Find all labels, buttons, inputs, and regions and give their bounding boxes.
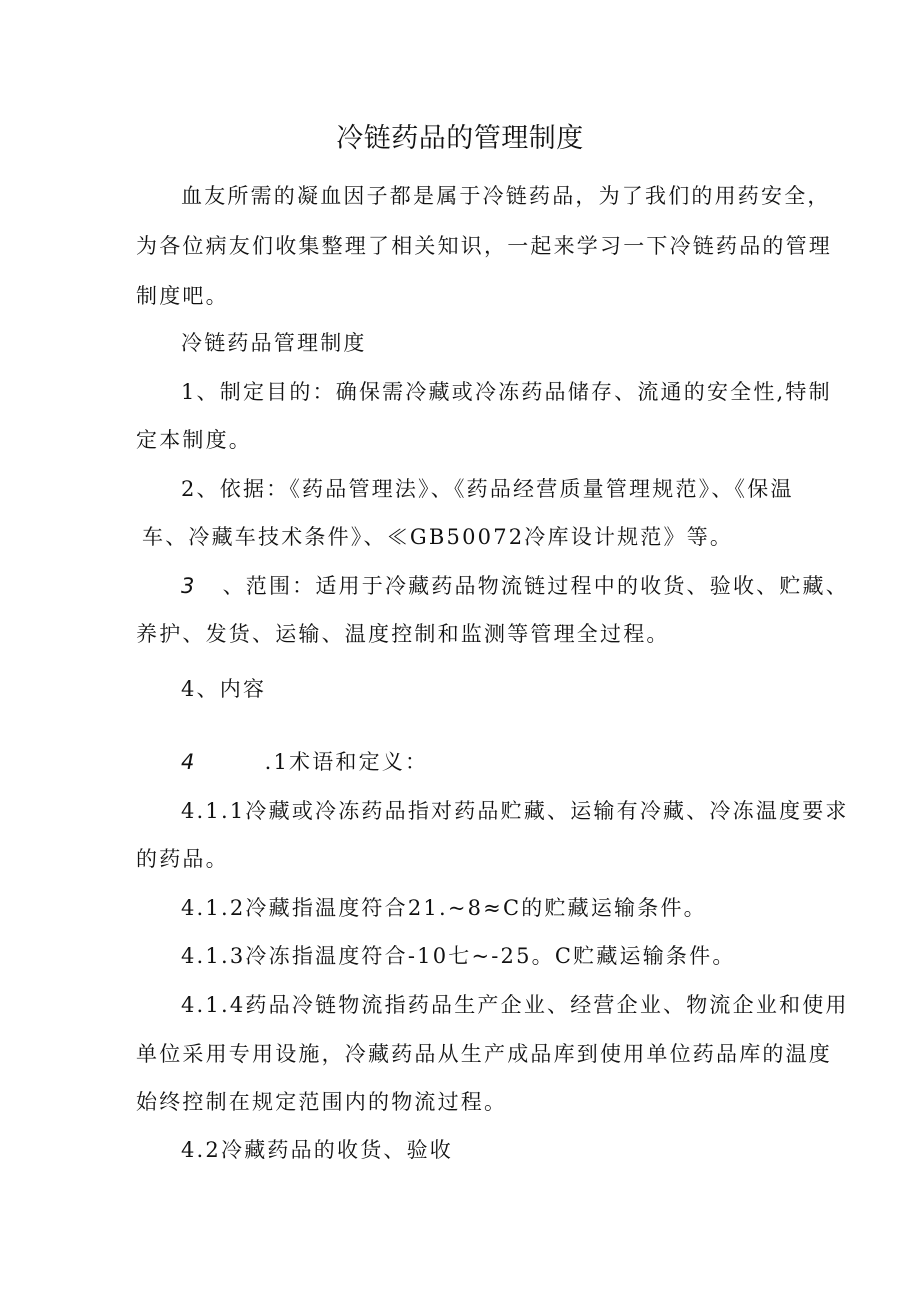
item-3-text: 、范围：适用于冷藏药品物流链过程中的收货、验收、贮藏、 [222,574,849,598]
sub-4-1-text: .1术语和定义： [264,750,429,774]
item-3-line-1 [181,571,849,601]
item-3-number: 3 [181,574,197,598]
sub-4-1-1-line-1: 4.1.1冷藏或冷冻药品指对药品贮藏、运输有冷藏、冷冻温度要求 [181,799,849,823]
item-4-heading: 4、内容 [181,677,267,701]
section-heading: 冷链药品管理制度 [181,331,367,355]
sub-4-1-1-line-2: 的药品。 [136,847,229,871]
document-title: 冷链药品的管理制度 [336,123,584,154]
sub-4-2-heading: 4.2冷藏药品的收货、验收 [181,1138,453,1162]
item-2-line-2: 车、冷藏车技术条件》、≪GB50072冷库设计规范》等。 [142,525,734,549]
intro-line-1: 血友所需的凝血因子都是属于冷链药品，为了我们的用药安全， [181,184,831,208]
sub-4-1-4-line-2: 单位采用专用设施，冷藏药品从生产成品库到使用单位药品库的温度 [136,1042,832,1066]
sub-4-1-number: 4 [181,750,197,774]
intro-line-2: 为各位病友们收集整理了相关知识，一起来学习一下冷链药品的管理 [136,234,832,258]
sub-4-1-4-line-3: 始终控制在规定范围内的物流过程。 [136,1090,508,1114]
sub-4-1-3: 4.1.3冷冻指温度符合-10七~-25。C贮藏运输条件。 [181,944,736,968]
item-1-line-1: 1、制定目的：确保需冷藏或冷冻药品储存、流通的安全性,特制 [181,380,832,404]
item-1-line-2: 定本制度。 [136,428,252,452]
item-2-line-1: 2、依据：《药品管理法》、《药品经营质量管理规范》、《保温 [181,477,794,501]
sub-4-1-heading [181,747,428,777]
sub-4-1-4-line-1: 4.1.4药品冷链物流指药品生产企业、经营企业、物流企业和使用 [181,993,849,1017]
sub-4-1-2: 4.1.2冷藏指温度符合21.~8≈C的贮藏运输条件。 [181,896,707,920]
item-3-line-2: 养护、发货、运输、温度控制和监测等管理全过程。 [136,622,670,646]
intro-line-3: 制度吧。 [136,284,229,308]
